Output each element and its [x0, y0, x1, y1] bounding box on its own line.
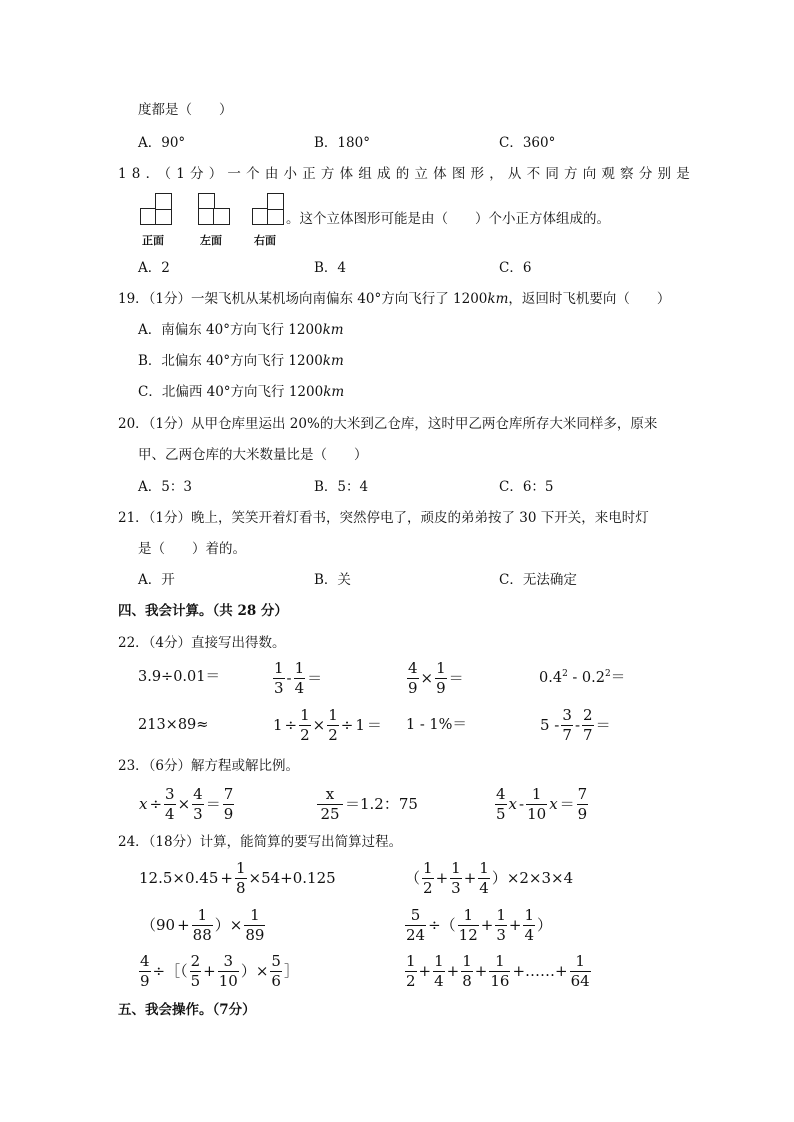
math-symbol: + [446, 962, 460, 980]
fraction-denominator: 9 [408, 679, 418, 697]
q24-item-b [404, 861, 574, 896]
math-symbol: + [177, 916, 190, 934]
math-symbol: x [508, 795, 518, 813]
fraction-numerator: 1 [294, 659, 305, 677]
math-symbol: ÷ [149, 795, 163, 813]
q22-item-d: $0.4^2 - 0.2^2=$ [539, 669, 626, 686]
q23-item-b [316, 787, 419, 822]
fraction-numerator: 7 [577, 785, 588, 803]
math-symbol: × [420, 669, 434, 687]
fraction-numerator: 1 [451, 859, 461, 877]
fraction [561, 708, 573, 743]
math-symbol: × [177, 795, 191, 813]
fraction-numerator: 1 [197, 906, 207, 924]
fraction-denominator: 4 [524, 926, 535, 944]
fraction-numerator: 7 [223, 785, 234, 803]
q21-option-a[interactable]: A．开 [138, 572, 175, 588]
fraction-denominator: 9 [577, 805, 588, 823]
right-view-label: 右面 [254, 234, 276, 247]
math-symbol: + [508, 916, 522, 934]
q18-stem-continued: 。这个立体图形可能是由（ ）个小正方体组成的。 [286, 211, 610, 227]
fraction [489, 954, 510, 989]
fraction [244, 908, 265, 943]
fraction-denominator: 4 [434, 972, 444, 990]
fraction [270, 954, 282, 989]
fraction-numerator: 4 [140, 952, 150, 970]
math-symbol: （90 [141, 916, 176, 934]
q19-option-b[interactable]: B．北偏东 40°方向飞行 1200km [138, 353, 344, 369]
fraction [458, 908, 479, 943]
math-symbol: x [549, 795, 558, 813]
fraction [294, 661, 306, 696]
math-symbol: ＝1.2：75 [345, 795, 418, 813]
fraction-numerator: 3 [223, 952, 234, 970]
math-symbol: x [139, 795, 148, 813]
fraction-denominator: 3 [274, 679, 284, 697]
fraction-numerator: 4 [408, 659, 418, 677]
fraction [299, 708, 311, 743]
math-symbol: - [574, 716, 581, 734]
fraction [422, 861, 434, 896]
q18-option-b[interactable]: B．4 [314, 260, 347, 276]
q23-item-c [494, 787, 589, 822]
fraction [190, 954, 202, 989]
math-symbol: ＝ [595, 716, 611, 734]
fraction-denominator: 2 [300, 726, 310, 744]
fraction-numerator: 4 [496, 785, 506, 803]
fraction [407, 661, 419, 696]
fraction-denominator: 10 [527, 805, 547, 823]
fraction-denominator: 3 [496, 926, 506, 944]
q22-item-h [539, 708, 612, 743]
math-symbol: ＝ [448, 669, 464, 687]
fraction [218, 954, 239, 989]
q18-option-a[interactable]: A．2 [138, 260, 170, 276]
fraction-denominator: 64 [570, 972, 590, 990]
q17-option-b[interactable]: B．180° [314, 135, 370, 151]
math-symbol: ）× [240, 962, 269, 980]
math-symbol: （ [405, 869, 421, 887]
view-square [213, 208, 230, 225]
section-4-heading: 四、我会计算。（共 28 分） [118, 603, 288, 619]
q20-option-c[interactable]: C．6：5 [499, 479, 554, 495]
math-symbol: 1 [355, 716, 365, 734]
fraction-numerator: 5 [410, 906, 421, 924]
front-view-label: 正面 [142, 234, 164, 247]
fraction-numerator: 1 [434, 952, 444, 970]
fraction [223, 787, 235, 822]
fraction [139, 954, 151, 989]
fraction [405, 954, 417, 989]
q22-stem: 22．（4分）直接写出得数。 [118, 635, 286, 651]
fraction-numerator: 1 [235, 859, 246, 877]
fraction-denominator: 6 [271, 972, 281, 990]
fraction-denominator: 4 [165, 805, 175, 823]
math-symbol: ＝ [559, 795, 575, 813]
math-symbol: ） [537, 916, 553, 934]
fraction-denominator: 9 [223, 805, 234, 823]
fraction [192, 787, 204, 822]
fraction-numerator: 5 [271, 952, 281, 970]
fraction [435, 661, 447, 696]
fraction [478, 861, 490, 896]
fraction-denominator: 9 [140, 972, 150, 990]
fraction-denominator: 5 [496, 805, 506, 823]
math-symbol: + [203, 962, 216, 980]
q18-stem: 18．（1分）一个由小正方体组成的立体图形，从不同方向观察分别是 [118, 166, 695, 182]
fraction-denominator: 89 [245, 926, 265, 944]
fraction-numerator: 2 [583, 706, 593, 724]
q22-item-a: 3.9÷0.01＝ [138, 669, 220, 685]
fraction-numerator: 1 [423, 859, 433, 877]
fraction-denominator: 2 [423, 879, 433, 897]
math-symbol: + [220, 869, 233, 887]
exponent: 2 [562, 669, 568, 679]
math-symbol: ÷ [284, 716, 298, 734]
fraction [273, 661, 285, 696]
fraction-numerator: 1 [524, 906, 535, 924]
fraction [317, 787, 343, 822]
fraction [164, 787, 176, 822]
math-symbol: ＝ [205, 795, 221, 813]
q22-item-b [272, 661, 323, 696]
fraction-numerator: 3 [562, 706, 572, 724]
fraction-denominator: 7 [583, 726, 593, 744]
fraction-denominator: 2 [328, 726, 338, 744]
math-symbol: - [286, 669, 292, 687]
q23-item-a [138, 787, 235, 822]
q19-option-a[interactable]: A．南偏东 40°方向飞行 1200km [138, 322, 344, 338]
math-symbol: ］ [283, 962, 299, 980]
fraction-numerator: 1 [463, 906, 473, 924]
q17-option-c[interactable]: C．360° [499, 135, 556, 151]
fraction-numerator: 3 [165, 785, 175, 803]
fraction-numerator: 1 [300, 706, 310, 724]
fraction [495, 908, 507, 943]
fraction [327, 708, 339, 743]
q24-stem: 24．（18分）计算，能简算的要写出简算过程。 [118, 834, 403, 850]
fraction-numerator: x [325, 785, 335, 803]
math-symbol: - [519, 795, 525, 813]
exponent: 2 [604, 669, 611, 679]
fraction [235, 861, 247, 896]
math-symbol: ÷（ [428, 916, 456, 934]
math-symbol: ＝ [307, 669, 323, 687]
math-symbol: ÷［（ [152, 962, 188, 980]
fraction-numerator: 1 [328, 706, 338, 724]
q17-option-a[interactable]: A．90° [138, 135, 186, 151]
fraction-denominator: 25 [320, 805, 340, 823]
math-symbol: ÷ [340, 716, 354, 734]
fraction [526, 787, 547, 822]
fraction-denominator: 4 [479, 879, 489, 897]
q20-option-b[interactable]: B．5：4 [314, 479, 369, 495]
q18-views-figure [140, 192, 290, 252]
fraction-denominator: 16 [490, 972, 510, 990]
q22-item-f [272, 708, 383, 743]
fraction-numerator: 1 [406, 952, 416, 970]
q24-item-c [140, 908, 266, 943]
math-symbol: ）×2×3×4 [491, 869, 574, 887]
fraction-denominator: 5 [190, 972, 201, 990]
fraction [577, 787, 589, 822]
fraction [570, 954, 591, 989]
fraction-denominator: 4 [294, 679, 305, 697]
math-symbol: + [435, 869, 449, 887]
q21-stem-line2: 是（ ）着的。 [138, 541, 246, 557]
q20-stem-line1: 20．（1分）从甲仓库里运出 20%的大米到乙仓库，这时甲乙两仓库所存大米同样多，原来 [118, 416, 658, 432]
fraction-denominator: 9 [436, 679, 446, 697]
fraction-denominator: 3 [193, 805, 203, 823]
fraction [405, 908, 426, 943]
q18-option-c[interactable]: C．6 [499, 260, 532, 276]
q21-stem-line1: 21．（1分）晚上，笑笑开着灯看书，突然停电了，顽皮的弟弟按了 30 下开关，来电时灯 [118, 510, 649, 526]
q20-stem-line2: 甲、乙两仓库的大米数量比是（ ） [138, 447, 368, 463]
fraction-denominator: 7 [562, 726, 572, 744]
q17-stem-tail: 度都是（ ） [138, 102, 233, 118]
view-square [267, 208, 284, 225]
fraction [192, 908, 213, 943]
q24-item-f [404, 954, 592, 989]
math-symbol: 5 - [540, 716, 560, 734]
fraction-numerator: 1 [496, 906, 506, 924]
fraction-denominator: 12 [458, 926, 478, 944]
fraction-denominator: 24 [406, 926, 426, 944]
fraction [450, 861, 462, 896]
view-square [155, 193, 172, 210]
fraction [433, 954, 445, 989]
q19-option-c[interactable]: C．北偏西 40°方向飞行 1200km [138, 384, 345, 400]
fraction-numerator: 1 [436, 659, 446, 677]
fraction-denominator: 8 [235, 879, 246, 897]
fraction-denominator: 3 [451, 879, 461, 897]
math-symbol: + [480, 916, 494, 934]
fraction-numerator: 1 [462, 952, 472, 970]
q20-option-a[interactable]: A．5：3 [138, 479, 192, 495]
math-symbol: +……+ [512, 962, 568, 980]
q22-item-g: 1 - 1%＝ [406, 717, 467, 733]
fraction-numerator: 4 [193, 785, 203, 803]
q19-stem: 19．（1分）一架飞机从某机场向南偏东 40°方向飞行了 1200km，返回时飞机要向（ ） [118, 291, 671, 307]
math-symbol: + [418, 962, 432, 980]
q24-item-e [138, 954, 300, 989]
q23-stem: 23．（6分）解方程或解比例。 [118, 758, 300, 774]
section-5-heading: 五、我会操作。（7分） [118, 1002, 256, 1018]
math-symbol: × [312, 716, 326, 734]
math-symbol: ＝ [366, 716, 382, 734]
fraction [582, 708, 594, 743]
fraction-numerator: 1 [479, 859, 489, 877]
q21-option-c[interactable]: C．无法确定 [499, 572, 577, 588]
fraction-denominator: 2 [406, 972, 416, 990]
fraction-numerator: 1 [250, 906, 260, 924]
q21-option-b[interactable]: B．关 [314, 572, 351, 588]
view-square [267, 193, 284, 210]
q24-item-a [138, 861, 337, 896]
math-symbol: ×54+0.125 [248, 869, 336, 887]
fraction-denominator: 8 [462, 972, 472, 990]
fraction-numerator: 1 [531, 785, 542, 803]
math-symbol: ）× [214, 916, 243, 934]
fraction-denominator: 88 [192, 926, 212, 944]
fraction [495, 787, 507, 822]
q22-item-e: 213×89≈ [138, 717, 209, 733]
math-symbol: + [474, 962, 488, 980]
fraction-numerator: 1 [274, 659, 284, 677]
view-square [155, 208, 172, 225]
q22-item-c [406, 661, 465, 696]
math-symbol: 1 [273, 716, 283, 734]
fraction [461, 954, 473, 989]
fraction [523, 908, 535, 943]
math-symbol: + [463, 869, 477, 887]
q24-item-d [404, 908, 553, 943]
math-symbol: 12.5×0.45 [139, 869, 219, 887]
fraction-numerator: 2 [190, 952, 201, 970]
left-view-label: 左面 [200, 234, 222, 247]
fraction-numerator: 1 [575, 952, 585, 970]
fraction-numerator: 1 [495, 952, 505, 970]
fraction-denominator: 10 [218, 972, 238, 990]
